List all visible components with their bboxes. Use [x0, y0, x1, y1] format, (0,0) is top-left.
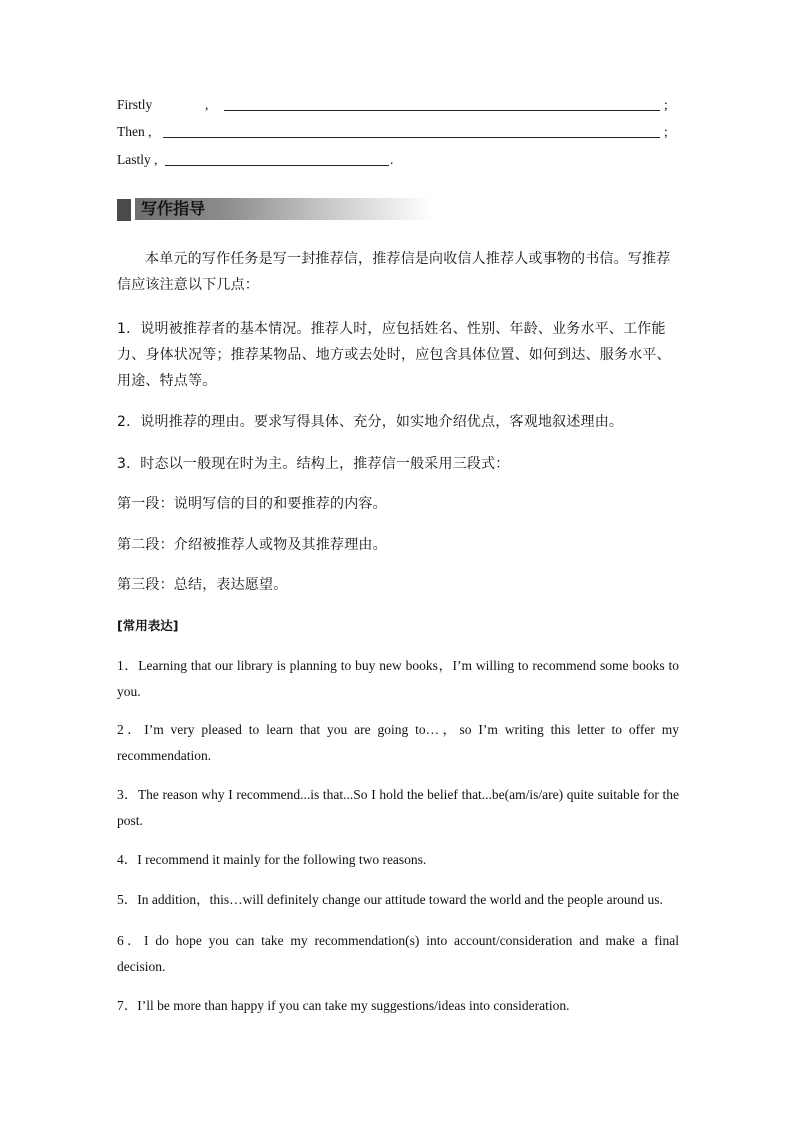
- firstly-semicolon: ;: [664, 97, 668, 112]
- section-title: 写作指导: [141, 199, 206, 218]
- expression-item-6: 6．I do hope you can take my recommendation(s) into account/consideration and make a final decision.: [117, 933, 679, 974]
- section-header-banner: [135, 198, 433, 220]
- then-semicolon: ;: [664, 124, 668, 139]
- guide-paragraph-1: 第一段：说明写信的目的和要推荐的内容。: [117, 496, 387, 512]
- lastly-blank[interactable]: [165, 151, 389, 166]
- then-blank[interactable]: [163, 123, 660, 138]
- guide-paragraph-2: 第二段：介绍被推荐人或物及其推荐理由。: [117, 537, 387, 553]
- guide-intro: 本单元的写作任务是写一封推荐信，推荐信是向收信人推荐人或事物的书信。写推荐信应该注意以下几点：: [117, 251, 671, 293]
- expression-item-4: 4．I recommend it mainly for the following two reasons.: [117, 852, 427, 867]
- expression-item-7: 7．I’ll be more than happy if you can take my suggestions/ideas into consideration.: [117, 998, 570, 1013]
- guide-point-1: 1．说明被推荐者的基本情况。推荐人时，应包括姓名、性别、年龄、业务水平、工作能力、身体状况等；推荐某物品、地方或去处时，应包含具体位置、如何到达、服务水平、用途、特点等。: [117, 321, 671, 389]
- firstly-comma: ,: [205, 97, 209, 112]
- lastly-period: .: [390, 152, 394, 167]
- then-line: [117, 123, 677, 141]
- firstly-line: [117, 96, 677, 114]
- guide-point-2: 2．说明推荐的理由。要求写得具体、充分，如实地介绍优点，客观地叙述理由。: [117, 414, 624, 430]
- guide-point-3: 3．时态以一般现在时为主。结构上，推荐信一般采用三段式：: [117, 456, 510, 472]
- lastly-line: [117, 151, 677, 169]
- lastly-label: Lastly ,: [117, 152, 158, 167]
- expression-item-3: 3．The reason why I recommend...is that...So I hold the belief that...be(am/is/are) quite suitable for the post.: [117, 787, 679, 828]
- firstly-label: Firstly: [117, 97, 153, 112]
- expression-item-2: 2．I’m very pleased to learn that you are going to…，so I’m writing this letter to offer my recommendation.: [117, 722, 679, 763]
- then-label: Then ,: [117, 124, 152, 139]
- expression-item-1: 1．Learning that our library is planning to buy new books，I’m willing to recommend some books to you.: [117, 658, 679, 699]
- guide-paragraph-3: 第三段：总结，表达愿望。: [117, 577, 288, 593]
- firstly-blank[interactable]: [224, 96, 660, 111]
- section-header: [117, 198, 433, 222]
- expression-item-5: 5．In addition，this…will definitely change our attitude toward the world and the people around us.: [117, 892, 663, 907]
- expressions-heading: [常用表达]: [117, 618, 179, 633]
- section-header-bar: [117, 199, 131, 221]
